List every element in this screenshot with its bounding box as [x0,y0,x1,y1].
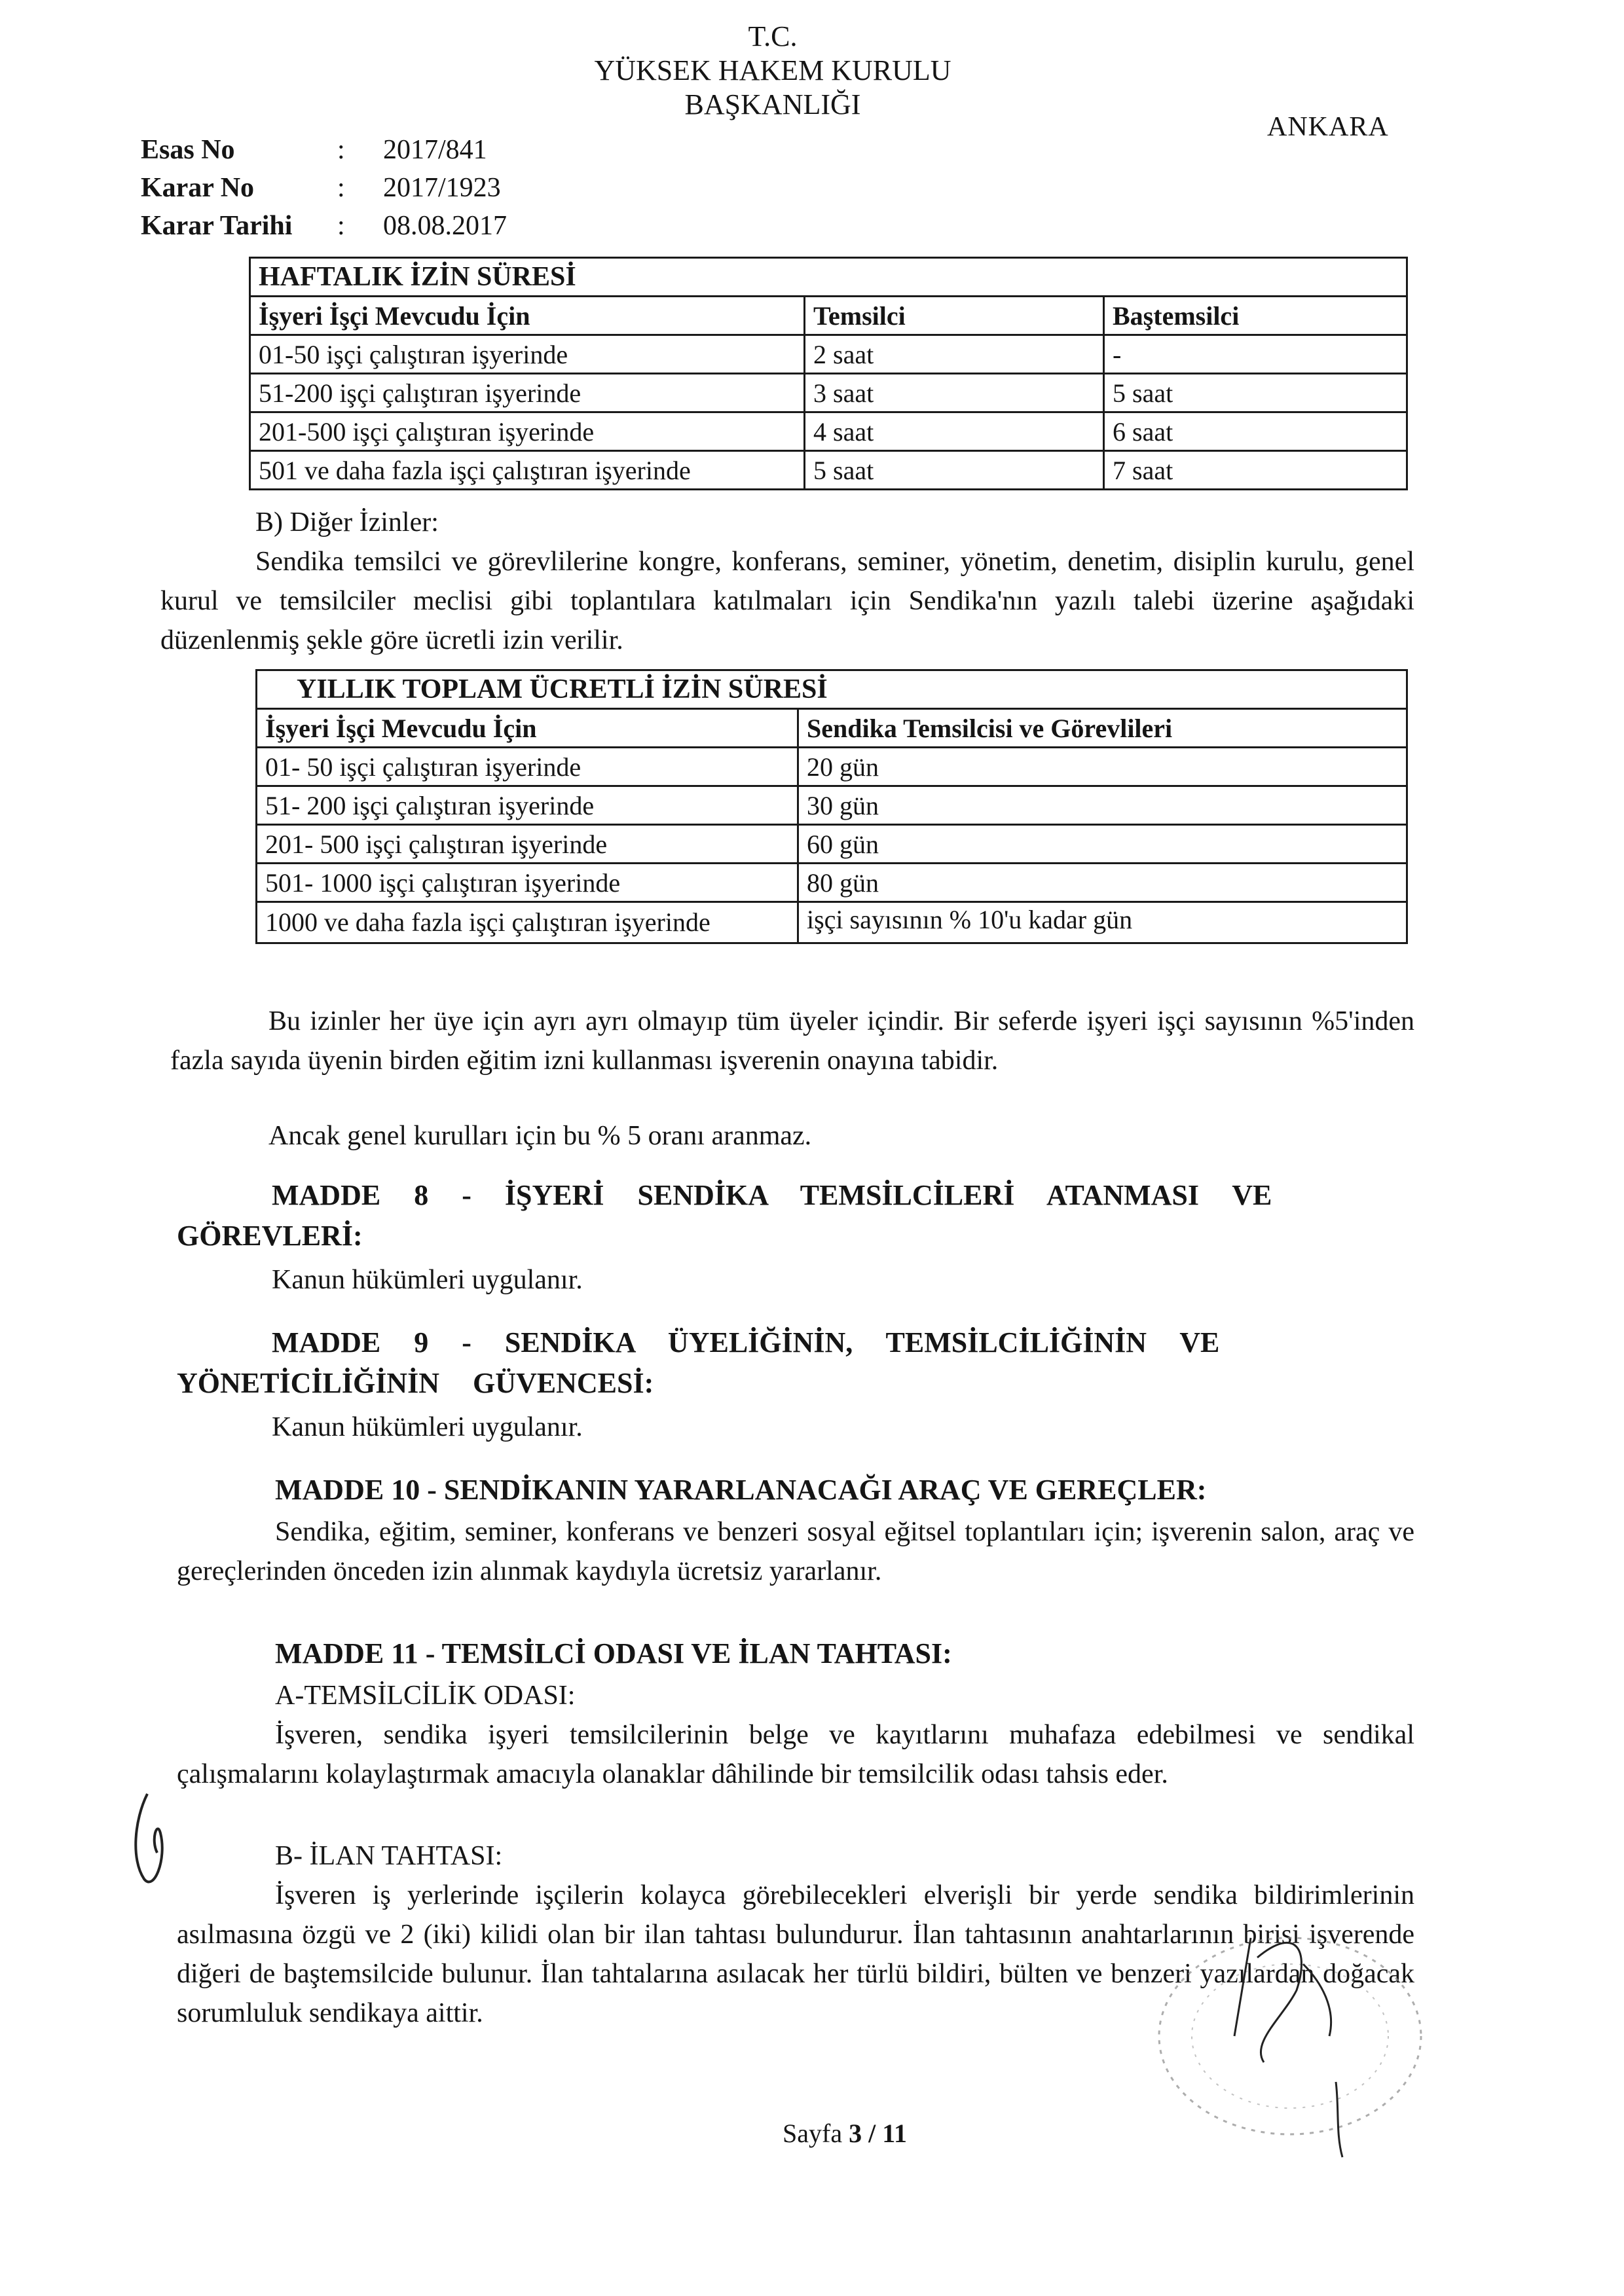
table-cell: - [1104,335,1407,374]
table-title-row [257,670,1407,709]
table-cell: 80 gün [798,864,1407,902]
table-row [250,374,1407,412]
table-title: HAFTALIK İZİN SÜRESİ [250,258,1407,297]
table-row [257,748,1407,786]
madde-11-a-title: A-TEMSİLCİLİK ODASI: [275,1681,576,1711]
stamp-signature-icon [1100,1912,1467,2160]
column-header: Sendika Temsilcisi ve Görevlileri [798,709,1407,748]
table-row [250,335,1407,374]
meta-colon: : [337,211,345,241]
header-presidency: BAŞKANLIĞI [684,88,861,120]
meta-value: 2017/1923 [383,173,501,203]
madde-10-title: MADDE 10 - SENDİKANIN YARARLANACAĞI ARAÇ VE GEREÇLER: [275,1474,1207,1506]
header-city: ANKARA [1267,112,1389,142]
footer-prefix: Sayfa [783,2119,849,2148]
table-cell: 01-50 işçi çalıştıran işyerinde [250,335,805,374]
meta-key: Karar No [141,173,255,203]
madde-9-title: MADDE 9 - SENDİKA ÜYELİĞİNİN, TEMSİLCİLİĞİNİN VE YÖNETİCİLİĞİNİN GÜVENCESİ: [177,1326,1220,1399]
table-row [257,786,1407,825]
table-row [257,864,1407,902]
meta-colon: : [337,173,345,203]
meta-key: Esas No [141,135,235,165]
table-title-row [250,258,1407,297]
table-row [257,825,1407,864]
table-title: YILLIK TOPLAM ÜCRETLİ İZİN SÜRESİ [257,670,1407,709]
column-header: İşyeri İşçi Mevcudu İçin [250,297,805,335]
table-row [257,902,1407,943]
meta-value: 2017/841 [383,135,487,165]
table-header-row [257,709,1407,748]
after-table-paragraph: Bu izinler her üye için ayrı ayrı olmayıp tüm üyeler içindir. Bir seferde işyeri işçi sayısının %5'inden fazla sayıda üyenin birden eğitim izni kullanması işverenin onayına tabidir. [170,1006,1414,1076]
table-header-row [250,297,1407,335]
table-cell: 51- 200 işçi çalıştıran işyerinde [257,786,798,825]
column-header: Baştemsilci [1104,297,1407,335]
meta-row-tarih [141,207,507,245]
case-meta [141,131,507,245]
table-cell: 201-500 işçi çalıştıran işyerinde [250,412,805,451]
table-cell: 51-200 işçi çalıştıran işyerinde [250,374,805,412]
meta-key: Karar Tarihi [141,211,293,241]
header-institution: YÜKSEK HAKEM KURULU [594,54,951,86]
meta-colon: : [337,135,345,165]
table-row [250,451,1407,490]
after-table-note: Ancak genel kurulları için bu % 5 oranı aranmaz. [268,1121,812,1151]
table-cell: 5 saat [1104,374,1407,412]
table-cell: 501 ve daha fazla işçi çalıştıran işyerinde [250,451,805,490]
table-cell: 501- 1000 işçi çalıştıran işyerinde [257,864,798,902]
annual-leave-table [255,669,1408,944]
table-cell: 60 gün [798,825,1407,864]
page-footer [714,2118,976,2149]
table-cell: 201- 500 işçi çalıştıran işyerinde [257,825,798,864]
meta-row-karar [141,169,507,207]
table-cell: 30 gün [798,786,1407,825]
madde-8-text: Kanun hükümleri uygulanır. [272,1265,583,1295]
table-cell: 5 saat [805,451,1104,490]
table-row [250,412,1407,451]
madde-11-a-text: İşveren, sendika işyeri temsilcilerinin belge ve kayıtlarını muhafaza edebilmesi ve sendikal çalışmalarını kolaylaştırmak amacıyla olanaklar dâhilinde bir temsilcilik odası tahsis eder. [177,1720,1414,1789]
table-cell: 1000 ve daha fazla işçi çalıştıran işyerinde [257,902,798,943]
section-b-title: B) Diğer İzinler: [255,507,439,538]
section-b-text: Sendika temsilci ve görevlilerine kongre, konferans, seminer, yönetim, denetim, disiplin kurulu, genel kurul ve temsilciler meclisi gibi toplantılara katılmaları için Sendika'nın yazılı talebi üzerine aşağıdaki düzenlenmiş şekle göre ücretli izin verilir. [160,547,1414,655]
table-cell: işçi sayısının % 10'u kadar gün [798,902,1407,943]
madde-9-text: Kanun hükümleri uygulanır. [272,1412,583,1442]
page-number: 3 / 11 [849,2119,907,2148]
column-header: İşyeri İşçi Mevcudu İçin [257,709,798,748]
table-cell: 7 saat [1104,451,1407,490]
weekly-leave-table [249,257,1408,490]
table-cell: 4 saat [805,412,1104,451]
madde-11-b-title: B- İLAN TAHTASI: [275,1841,503,1871]
column-header: Temsilci [805,297,1104,335]
header-tc: T.C. [748,20,798,52]
meta-row-esas [141,131,507,169]
table-cell: 01- 50 işçi çalıştıran işyerinde [257,748,798,786]
madde-8-title: MADDE 8 - İŞYERİ SENDİKA TEMSİLCİLERİ ATANMASI VE GÖREVLERİ: [177,1179,1272,1252]
table-cell: 3 saat [805,374,1104,412]
table-cell: 2 saat [805,335,1104,374]
madde-11-title: MADDE 11 - TEMSİLCİ ODASI VE İLAN TAHTASI: [275,1637,952,1669]
madde-10-text: Sendika, eğitim, seminer, konferans ve benzeri sosyal eğitsel toplantıları için; işverenin salon, araç ve gereçlerinden önceden izin alınmak kaydıyla ücretsiz yararlanır. [177,1517,1414,1586]
table-cell: 20 gün [798,748,1407,786]
madde-11-b-text: İşveren iş yerlerinde işçilerin kolayca görebilecekleri elverişli bir yerde sendika bildirimlerinin asılmasına özgü ve 2 (iki) kilidi olan bir ilan tahtası bulundurur. İlan tahtasının anahtarlarının birisi işverende diğeri de baştemsilcide bulunur. İlan tahtalarına asılacak her türlü bildiri, bülten ve benzeri yazılardan doğacak sorumluluk sendikaya aittir. [177,1880,1414,2028]
table-cell: 6 saat [1104,412,1407,451]
handwritten-initial-icon [121,1781,180,1899]
meta-value: 08.08.2017 [383,211,507,241]
